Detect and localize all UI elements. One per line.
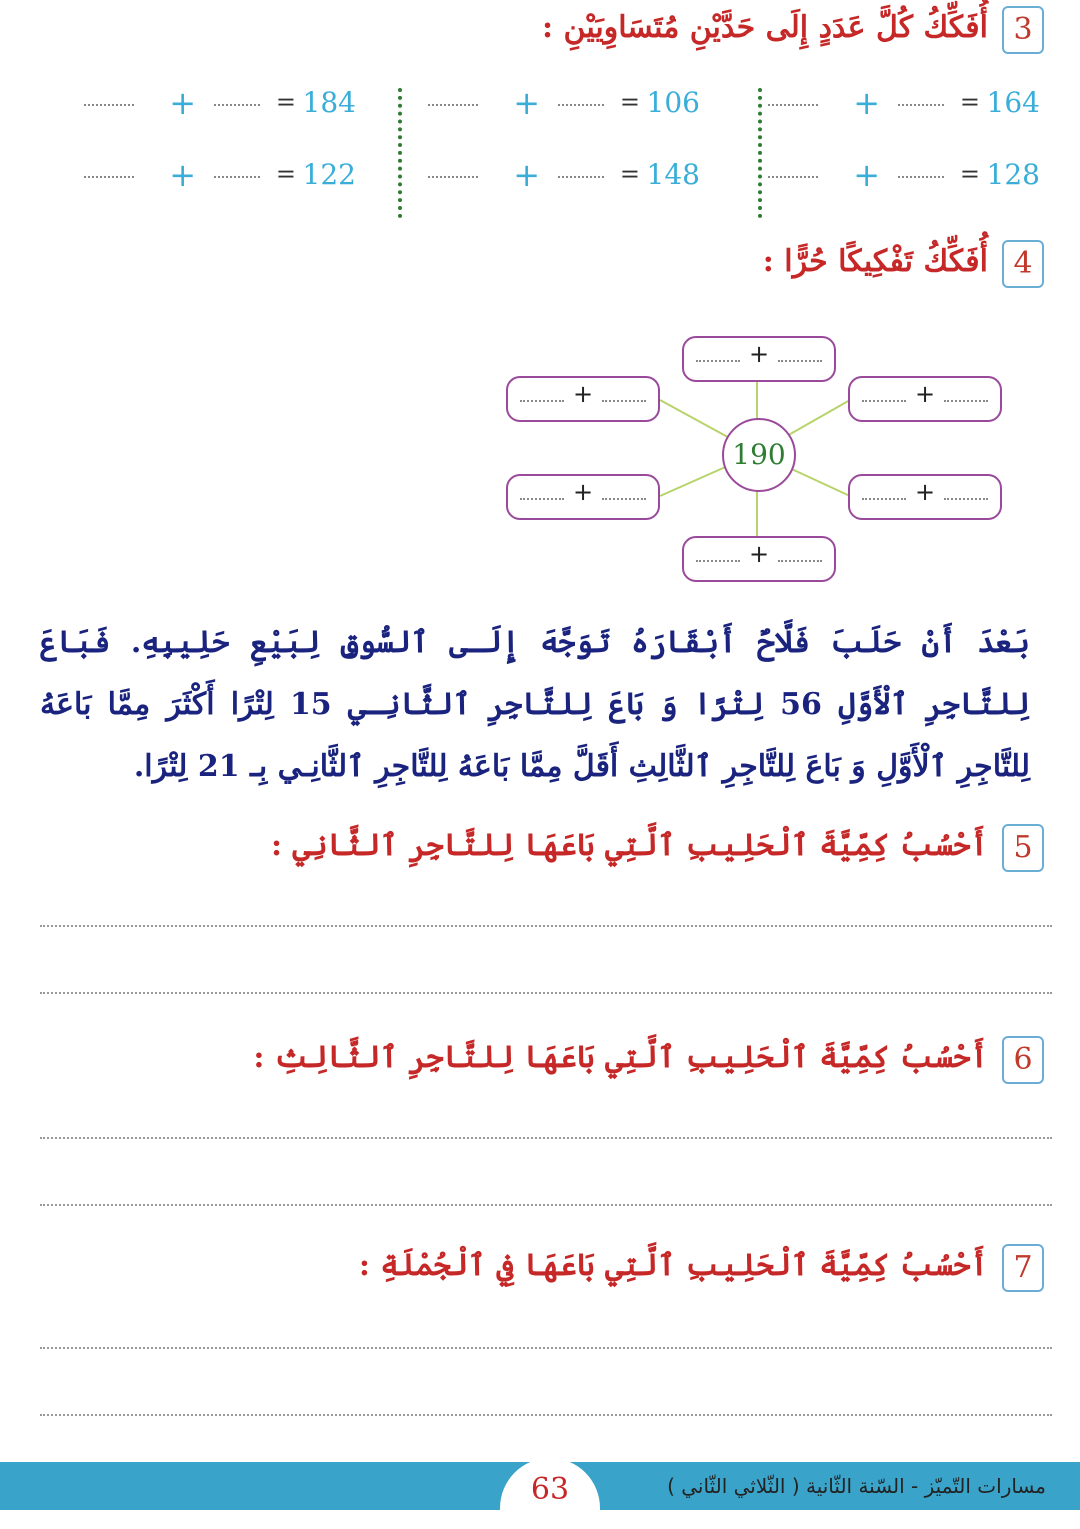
plus-sign: + xyxy=(513,156,540,194)
mindmap-box[interactable]: + xyxy=(506,376,660,422)
decompose-number: 184 xyxy=(302,86,356,119)
mindmap-box[interactable]: + xyxy=(848,376,1002,422)
mindmap-box[interactable]: + xyxy=(682,336,836,382)
mindmap-box[interactable]: + xyxy=(848,474,1002,520)
answer-line[interactable] xyxy=(40,1414,1052,1416)
page-number: 63 xyxy=(500,1458,600,1518)
decompose-row: 148 = + xyxy=(410,158,700,198)
exercise-5-number: 5 xyxy=(1002,824,1044,872)
decompose-number: 128 xyxy=(986,158,1040,191)
plus-sign: + xyxy=(513,84,540,122)
decompose-row: 106 = + xyxy=(410,86,700,126)
answer-line[interactable] xyxy=(40,1347,1052,1349)
exercise-4-number: 4 xyxy=(1002,240,1044,288)
plus-sign: + xyxy=(853,156,880,194)
exercise-3-title: أُفَكِّكُ كُلَّ عَدَدٍ إِلَى حَدَّيْنِ مُتَسَاوِيَيْنِ : xyxy=(542,10,988,45)
decompose-number: 148 xyxy=(646,158,700,191)
exercise-5-title: أَحْسُبُ كِمِّيَّةَ ٱلْحَلِيبِ ٱلَّتِي بَاعَهَا لِلتَّاجِرِ ٱلثَّانِي : xyxy=(271,828,988,863)
exercise-6-title: أَحْسُبُ كِمِّيَّةَ ٱلْحَلِيبِ ٱلَّتِي بَاعَهَا لِلتَّاجِرِ ٱلثَّالِثِ : xyxy=(253,1040,988,1075)
exercise-6-number: 6 xyxy=(1002,1036,1044,1084)
story-paragraph: بَعْدَ أَنْ حَلَبَ فَلَّاحٌ أَبْقَارَهُ تَوَجَّهَ إِلَـى ٱلسُّوقِ لِبَيْعِ حَلِيبِهِ. فَبَاعَ لِلتَّاجِرِ ٱلْأَوَّلِ 56 لِتْرًا وَ بَاعَ لِلتَّاجِرِ ٱلثَّانِـي 15 لِتْرًا أَكْثَرَ مِمَّا بَاعَهُ لِلتَّاجِرِ ٱلْأَوَّلِ وَ بَاعَ لِلتَّاجِرِ ٱلثَّالِثِ أَقَلَّ مِمَّا بَاعَهُ لِلتَّاجِرِ ٱلثَّانِـي بِـ 21 لِتْرًا. xyxy=(40,625,1031,784)
plus-sign: + xyxy=(169,84,196,122)
decompose-row: 184 = + xyxy=(66,86,356,126)
decompose-row: 164 = + xyxy=(750,86,1040,126)
answer-line[interactable] xyxy=(40,992,1052,994)
plus-sign: + xyxy=(853,84,880,122)
decompose-number: 164 xyxy=(986,86,1040,119)
answer-line[interactable] xyxy=(40,925,1052,927)
exercise-7-number: 7 xyxy=(1002,1244,1044,1292)
exercise-3-number: 3 xyxy=(1002,6,1044,54)
answer-line[interactable] xyxy=(40,1137,1052,1139)
mindmap-connectors xyxy=(0,0,1080,620)
mindmap-center-number: 190 xyxy=(722,418,796,492)
mindmap-box[interactable]: + xyxy=(506,474,660,520)
exercise-4-title: أُفَكِّكُ تَفْكِيكًا حُرًّا : xyxy=(762,244,988,279)
answer-line[interactable] xyxy=(40,1204,1052,1206)
plus-sign: + xyxy=(169,156,196,194)
mindmap-box[interactable]: + xyxy=(682,536,836,582)
footer-text: مسارات التّميّز - السّنة الثّانية ( الثّلاثي الثّاني ) xyxy=(667,1474,1046,1498)
decompose-row: 128 = + xyxy=(750,158,1040,198)
decompose-number: 122 xyxy=(302,158,356,191)
decompose-row: 122 = + xyxy=(66,158,356,198)
exercise-7-title: أَحْسُبُ كِمِّيَّةَ ٱلْحَلِيبِ ٱلَّتِي بَاعَهَا فِي ٱلْجُمْلَةِ : xyxy=(358,1248,988,1283)
decompose-number: 106 xyxy=(646,86,700,119)
